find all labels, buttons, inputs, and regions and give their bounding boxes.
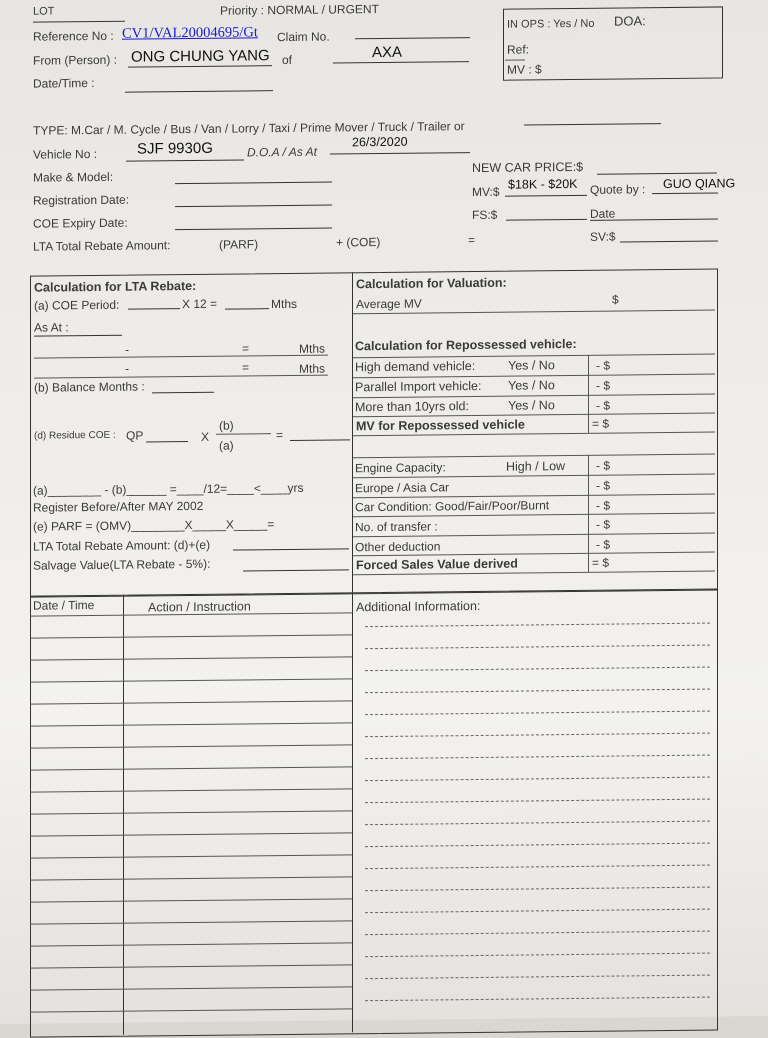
times-label: X — [201, 429, 210, 444]
calc-line: (a)________ - (b)______ =____/12=____<____yrs — [33, 480, 304, 498]
new-car-price-line — [597, 172, 717, 174]
high-demand-label: High demand vehicle: — [355, 359, 476, 375]
of-line — [333, 61, 469, 63]
forced-sales-amount: = $ — [592, 555, 610, 570]
engine-amount: - $ — [596, 458, 611, 473]
additional-info-header: Additional Information: — [356, 598, 481, 615]
quote-by-label: Quote by : — [590, 182, 646, 197]
europe-asia-label: Europe / Asia Car — [355, 480, 450, 496]
doa-as-at-value: 26/3/2020 — [352, 134, 408, 150]
frac-b: (b) — [219, 418, 234, 433]
coe-expiry-label: COE Expiry Date: — [33, 215, 128, 231]
deduct-col-divider — [588, 455, 589, 572]
as-at-eq-2: = — [242, 360, 250, 375]
mv-value: $18K - $20K — [508, 176, 578, 192]
registration-date-label: Registration Date: — [33, 192, 130, 208]
mv-repo-amount: = $ — [592, 416, 610, 431]
lta-rebate-label: LTA Total Rebate Amount: — [33, 238, 171, 254]
high-demand-amount: - $ — [596, 358, 611, 373]
calc-divider — [352, 272, 353, 592]
lot-line — [33, 21, 125, 23]
sv-label: SV:$ — [590, 229, 616, 244]
as-at-eq-1: = — [242, 341, 250, 356]
mv-line — [505, 195, 587, 197]
coe-mths-label: Mths — [271, 296, 298, 312]
other-deduction-amount: - $ — [596, 537, 611, 552]
ten-years-yes-no: Yes / No — [508, 398, 555, 413]
type-label: TYPE: M.Car / M. Cycle / Bus / Van / Lorry / Taxi / Prime Mover / Truck / Trailer or — [33, 119, 465, 138]
ten-years-amount: - $ — [596, 398, 611, 413]
type-line — [524, 123, 661, 125]
lot-label: LOT — [33, 5, 55, 18]
no-transfer-amount: - $ — [596, 517, 611, 532]
of-value: AXA — [372, 43, 403, 62]
ops-label: IN OPS : Yes / No — [507, 17, 595, 31]
action-header: Action / Instruction — [148, 599, 251, 615]
fs-line — [506, 219, 587, 221]
salvage-label: Salvage Value(LTA Rebate - 5%): — [33, 556, 211, 573]
high-demand-yes-no: Yes / No — [508, 358, 555, 373]
claim-no-line — [355, 37, 470, 39]
reference-no-value[interactable]: CV1/VAL20004695/Gt — [122, 24, 258, 42]
ref-divider — [505, 60, 525, 61]
vehicle-no-value: SJF 9930G — [137, 139, 213, 158]
reference-no-label: Reference No : — [33, 28, 114, 44]
x12-label: X 12 = — [182, 296, 218, 312]
car-condition-amount: - $ — [596, 498, 611, 513]
date-line — [590, 218, 718, 220]
lta-title: Calculation for LTA Rebate: — [34, 278, 197, 295]
mv-repo-label: MV for Repossessed vehicle — [356, 417, 525, 434]
vehicle-no-line — [126, 159, 244, 161]
date-label: Date — [590, 206, 616, 221]
as-at-label: As At : — [34, 320, 69, 335]
mv-label: MV:$ — [472, 184, 500, 200]
doa-as-at-label: D.O.A / As At — [247, 144, 318, 160]
ten-years-label: More than 10yrs old: — [355, 399, 469, 415]
log-col-date — [123, 595, 124, 1035]
repo-col-divider — [588, 355, 589, 433]
rebate-equals: = — [468, 233, 476, 248]
coe-plus-label: + (COE) — [336, 235, 381, 250]
engine-high-low: High / Low — [506, 459, 566, 474]
residue-coe-label: (d) Residue COE : — [34, 429, 116, 442]
ref-label: Ref: — [507, 42, 530, 57]
average-mv-dollar: $ — [612, 292, 619, 307]
make-model-line — [175, 182, 332, 185]
doa-label: DOA: — [614, 13, 646, 29]
doa-as-at-line — [330, 152, 470, 154]
valuation-title: Calculation for Valuation: — [356, 275, 507, 292]
fs-label: FS:$ — [472, 207, 498, 223]
of-label: of — [282, 52, 293, 68]
quote-by-value: GUO QIANG — [663, 176, 736, 192]
date-time-header: Date / Time — [33, 598, 95, 613]
repo-title: Calculation for Repossessed vehicle: — [355, 336, 577, 354]
parallel-import-label: Parallel Import vehicle: — [355, 378, 482, 395]
parallel-import-amount: - $ — [596, 378, 611, 393]
balance-months-label: (b) Balance Months : — [34, 379, 145, 395]
as-at-minus-1: - — [125, 342, 129, 357]
coe-expiry-line — [175, 228, 332, 231]
vehicle-no-label: Vehicle No : — [33, 146, 98, 162]
forced-sales-label: Forced Sales Value derived — [356, 556, 518, 573]
as-at-mths-2: Mths — [299, 361, 326, 376]
datetime-line — [125, 90, 273, 93]
as-at-minus-2: - — [125, 361, 129, 376]
engine-capacity-label: Engine Capacity: — [355, 460, 446, 476]
parallel-import-yes-no: Yes / No — [508, 378, 555, 393]
no-transfer-label: No. of transfer : — [355, 519, 438, 535]
residue-eq: = — [276, 428, 284, 443]
car-condition-label: Car Condition: Good/Fair/Poor/Burnt — [355, 498, 550, 515]
from-label: From (Person) : — [33, 52, 118, 68]
coe-period-label: (a) COE Period: — [34, 297, 120, 313]
other-deduction-label: Other deduction — [355, 539, 441, 555]
europe-asia-amount: - $ — [596, 478, 611, 493]
claim-no-label: Claim No. — [277, 29, 330, 45]
from-line — [128, 65, 272, 68]
parf-line: (e) PARF = (OMV)________X_____X_____= — [33, 517, 275, 534]
frac-a: (a) — [219, 438, 234, 453]
quote-by-line — [652, 192, 718, 194]
sv-line — [620, 240, 718, 242]
new-car-price-label: NEW CAR PRICE:$ — [472, 159, 584, 176]
average-mv-label: Average MV — [356, 296, 422, 312]
datetime-label: Date/Time : — [33, 76, 95, 91]
parf-label: (PARF) — [219, 237, 259, 252]
make-model-label: Make & Model: — [33, 169, 114, 185]
as-at-mths-1: Mths — [299, 341, 326, 356]
registration-date-line — [175, 205, 332, 208]
priority-label: Priority : NORMAL / URGENT — [220, 2, 379, 18]
register-label: Register Before/After MAY 2002 — [33, 498, 204, 515]
ops-mv-label: MV : $ — [507, 62, 542, 77]
lta-total-label: LTA Total Rebate Amount: (d)+(e) — [33, 537, 211, 554]
qp-label: QP — [126, 428, 144, 443]
from-value: ONG CHUNG YANG — [131, 47, 270, 66]
log-col-action — [352, 592, 353, 1032]
